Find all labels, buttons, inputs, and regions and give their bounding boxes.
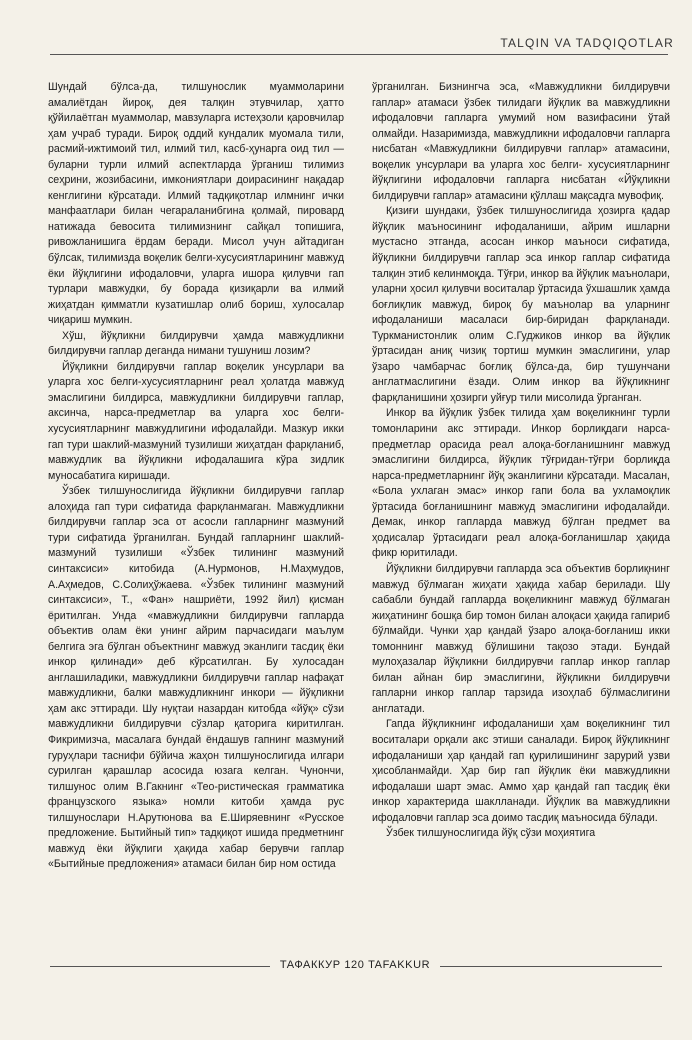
running-head: TALQIN VA TADQIQOTLAR xyxy=(500,36,674,50)
header-rule xyxy=(50,54,668,55)
footer-rule-right xyxy=(440,966,662,967)
paragraph: ўрганилган. Бизнингча эса, «Мавжудликни билдирувчи гаплар» атамаси ўзбек тилидаги йўқлик ва мавжудликни ифодаловчи гапларга умумий ном вазифасини ўтай олмайди. Назаримизда, мавжудликни ифодаловчи гапларга нисбатан «Мавжудликни билдирувчи гаплар» атамасини, воқелик унсурлари ва уларга хос белги- хусусиятларнинг йўқлигини ифодаловчи гапларга нисбатан «Йўқликни билдирувчи гаплар» атамасини қўллаш мақсадга мувофиқ. xyxy=(372,81,670,202)
footer-rule-left xyxy=(50,966,270,967)
right-column xyxy=(372,80,670,842)
paragraph: Хўш, йўқликни билдирувчи ҳамда мавжудликни билдирувчи гаплар деганда нимани тушуниш лозим? xyxy=(48,329,344,358)
paragraph: Ўзбек тилшунослигида йўқликни билдирувчи гаплар алоҳида гап тури сифатида фарқланмаган. Мавжудликни билдирувчи гаплар эса от асосли гапларнинг мазмуний тури сифатида ўрганилган. Бундай гапларнинг шаклий-мазмуний тузилиши «Ўзбек тилининг мазмуний синтаксиси» китобида (А.Нурмонов, Н.Маҳмудов, А.Аҳмедов, С.Солиҳўжаева. «Ўзбек тилининг мазмуний синтаксиси», Т., «Фан» нашриёти, 1992 йил) қисман ёритилган. Унда «мавжудликни билдирувчи гапларда объектив олам ёки унинг айрим парчасидаги маълум белгига эга бўлган объектнинг мавжуд эканлиги тасдиқ ёки инкор қилинади» деб кўрсатилган. Бу хулосадан англашиладики, мавжудликни билдирувчи гаплар нафақат мавжудликни, балки мавжудликнинг инкори — йўқликни ҳам акс эттиради. Шу нуқтаи назардан китобда «йўқ» сўзи мавжудликни билдирувчи сўзлар қаторига киритилган. Фикримизча, масалага бундай ёндашув гапнинг мазмуний гуруҳлари таснифи бўйича жаҳон тилшунослигида илгари сурилган қарашлар асосида юзага келган. Чунончи, тилшунос олим В.Гакнинг «Тео-ристическая грамматика французского языка» номли китоби ҳамда рус тилшунослари Н.Арутюнова ва Е.Ширяевнинг «Русское предложение. Бытийный тип» тадқиқот ишида предметнинг мавжуд ёки йўқлиги ҳақида хабар берувчи гаплар «Бытийные предложения» атамаси билан бир ном остида xyxy=(48,485,344,871)
left-column xyxy=(48,80,344,873)
paragraph: Ўзбек тилшунослигида йўқ сўзи моҳиятига xyxy=(386,827,596,840)
paragraph: Гапда йўқликнинг ифодаланиши ҳам воқеликнинг тил воситалари орқали акс этиши саналади. Бироқ йўқликнинг ифодаланиши ҳар қандай гап қурилишининг зарурий узви ҳисобланмайди. Ҳар бир гап йўқлик ёки мавжудликни ифодалаши шарт эмас. Аммо ҳар қандай гап тасдиқ ёки инкор характерида шаклланади. Йўқлик ва мавжудликни ифодаловчи гаплар эса доимо тасдиқ маъносида бўлади. xyxy=(372,718,670,824)
paragraph: Йўқликни билдирувчи гапларда эса объектив борлиқнинг мавжуд бўлмаган жиҳати ҳақида хабар берилади. Шу сабабли бундай гапларда воқеликнинг мавжуд бўлмаган жиҳатининг бошқа бир томон билан алоқаси ҳақида гапириб бўлмайди. Чунки ҳар қандай ўзаро алоқа-боғланиш икки томоннинг мавжуд бўлишини тақозо этади. Бундай мулоҳазалар йўқликни билдирувчи гаплар инкор гаплар билан айнан бир эмаслигини, йўқликни билдирувчи гапларни инкор гаплар тарзида изоҳлаб бўлмаслигини англатади. xyxy=(372,562,670,715)
paragraph: Инкор ва йўқлик ўзбек тилида ҳам воқеликнинг турли томонларини акс эттиради. Инкор борлиқдаги нарса-предметлар орасида реал алоқа-боғланишнинг мавжуд эмаслигини билдирса, йўқлик тўғридан-тўғри борлиқда нарса-предметларнинг йўқ эканлигини кўрсатади. Масалан, «Бола ухлаган эмас» инкор гапи бола ва ухламоқлик ўртасида боғланишнинг мавжуд эмаслигини ифодалайди. Демак, инкор гапларда мавжуд бўлган предмет ва ҳодисалар ўртасидаги реал алоқа-боғланишлар ҳақида фикр юритилади. xyxy=(372,407,670,560)
paragraph: Йўқликни билдирувчи гаплар воқелик унсурлари ва уларга хос белги-хусусиятларнинг реал ҳолатда мавжуд эмаслигини билдирса, мавжудликни билдирувчи гаплар, аксинча, нарса-предметлар ва уларга хос белги-хусусиятларнинг мавжудлигини ифодалайди. Мазкур икки гап тури шаклий-мазмуний тузилиши жиҳатдан фарқланиб, мавжудлик ва йўқликни ифодалашига кўра зидлик муносабатига киришади. xyxy=(48,360,344,482)
page-footer: ТАФАККУР 120 TAFAKKUR xyxy=(279,959,431,971)
paragraph: Қизиғи шундаки, ўзбек тилшунослигида ҳозирга қадар йўқлик маъносининг ифодаланиши, айрим ишларни мустасно этганда, асосан инкор маъноси сифатида, йўқликни билдирувчи гаплар эса инкор гаплар сифатида талқин этиб келинмоқда. Тўғри, инкор ва йўқлик маънолари, уларни ҳосил қилувчи воситалар ўртасида ўхшашлик ҳамда боғлиқлик мавжуд, бироқ бу маънолар ва уларнинг ифодаланиши масаласи бир-биридан фарқланади. Туркманистонлик олим С.Гуджиков инкор ва йўқлик ўртасидан аниқ чизиқ тортиш мумкин эмаслигини, улар ўзаро чамбарчас боғлиқ бўлса-да, бир тушунчани англатмаслигини ёзади. Олим инкор ва йўқликнинг фарқланишини ҳозирги уйғур тили мисолида ўрганган. xyxy=(372,205,670,404)
paragraph: Шундай бўлса-да, тилшунослик муаммоларини амалиётдан йироқ, дея талқин этувчилар, ҳатто қўйилаётган муаммолар, мавзуларга истеҳзоли қаровчилар ҳам учраб туради. Бироқ оддий кундалик муомала тили, расмий-ижтимоий тил, илмий тил, касб-ҳунарга оид тил — буларни турли илмий аспектларда ўрганиш тилимиз сеҳрини, жозибасини, имкониятлари доирасининг нақадар кенглигини кўрсатади. Илмий тадқиқотлар илмнинг ички манфаатлари билан чегараланибгина қолмай, пировард натижада бевосита тилимизнинг сайқал топишига, ривожланишига ёрдам беради. Мисол учун айтадиган бўлсак, тилимизда воқелик белги-хусусиятларининг мавжуд ёки йўқлигини ифодаловчи, уларга ишора қилувчи гап турлари мавжудки, бу борада қизиқарли ва илмий жиҳатдан қимматли кузатишлар олиб бориш, хулосалар чиқариш мумкин. xyxy=(48,81,344,327)
